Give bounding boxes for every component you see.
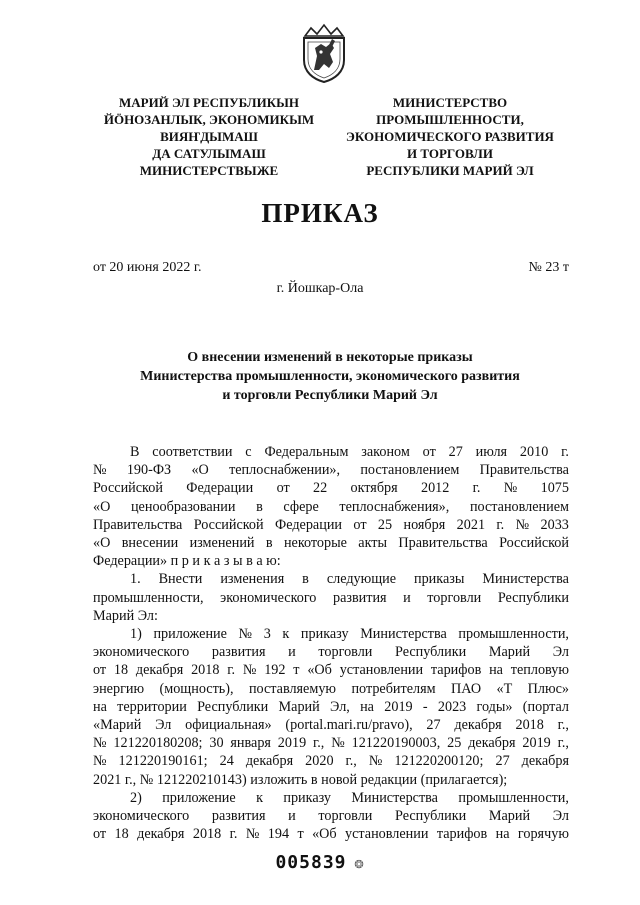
body-line: Российской Федерации от 22 октября 2012 г. № 1075 — [93, 480, 569, 497]
body-line: 1. Внести изменения в следующие приказы Министерства — [130, 571, 569, 588]
body-line: промышленности, экономического развития и торговли Республики — [93, 589, 569, 606]
body-line: экономического развития и торговли Республики Марий Эл — [93, 808, 569, 825]
body-line: № 121220180208; 30 января 2019 г., № 121220190003, 25 декабря 2019 г., — [93, 735, 569, 752]
sun-mark-icon: ❂ — [354, 854, 365, 872]
document-number: № 23 т — [528, 260, 569, 275]
serial-number-text: 005839 — [275, 852, 347, 873]
ministry-ru-line: И ТОРГОВЛИ — [407, 146, 493, 161]
body-line: 2021 г., № 121220210143) изложить в новой редакции (прилагается); — [93, 771, 508, 788]
coat-of-arms-icon — [297, 22, 351, 84]
body-line: 2) приложение к приказу Министерства промышленности, — [130, 789, 569, 806]
body-line: экономического развития и торговли Республики Марий Эл — [93, 644, 569, 661]
body-line: № 121220190161; 24 декабря 2020 г., № 121220200120; 27 декабря — [93, 753, 569, 770]
ministry-mari-line: МИНИСТЕРСТВЫЖЕ — [139, 163, 279, 178]
ministry-mari-line: ДА САТУЛЫМАШ — [152, 146, 266, 161]
body-line: от 18 декабря 2018 г. № 192 т «Об установлении тарифов на тепловую — [93, 662, 569, 679]
document-date: от 20 июня 2022 г. — [93, 260, 202, 275]
body-line: «О внесении изменений в некоторые акты Правительства Российской — [93, 535, 569, 552]
ministry-name-mari — [96, 94, 322, 179]
document-city: г. Йошкар-Ола — [276, 281, 364, 296]
body-line: Марий Эл: — [93, 607, 158, 624]
body-line: Правительства Российской Федерации от 25 ноября 2021 г. № 2033 — [93, 516, 569, 533]
body-line: 1) приложение № 3 к приказу Министерства промышленности, — [130, 626, 569, 643]
body-line: Федерации» п р и к а з ы в а ю: — [93, 553, 281, 570]
body-line: энергию (мощность), поставляемую потребителям ПАО «Т Плюс» — [93, 680, 569, 697]
ministry-ru-line: МИНИСТЕРСТВО — [392, 95, 508, 110]
document-title: ПРИКАЗ — [261, 198, 379, 228]
ministry-name-russian — [338, 94, 562, 179]
body-line: В соответствии с Федеральным законом от 27 июля 2010 г. — [130, 444, 569, 460]
ministry-mari-line: ВИЯҤДЫМАШ — [160, 129, 258, 144]
subject-line: О внесении изменений в некоторые приказы — [187, 350, 473, 365]
ministry-mari-line: ЙÖНОЗАНЛЫК, ЭКОНОМИКЫМ — [103, 112, 315, 127]
ministry-ru-line: ПРОМЫШЛЕННОСТИ, — [376, 112, 524, 127]
ministry-mari-line: МАРИЙ ЭЛ РЕСПУБЛИКЫН — [118, 95, 300, 110]
document-body — [93, 443, 569, 843]
body-line: на территории Республики Марий Эл, на 2019 - 2023 годы» (портал — [93, 698, 569, 715]
ministry-ru-line: ЭКОНОМИЧЕСКОГО РАЗВИТИЯ — [346, 129, 554, 144]
ministry-ru-line: РЕСПУБЛИКИ МАРИЙ ЭЛ — [366, 163, 534, 178]
body-line: «Марий Эл официальная» (portal.mari.ru/pravo), 27 декабря 2018 г., — [93, 717, 569, 734]
subject-line: и торговли Республики Марий Эл — [222, 388, 438, 403]
document-subject — [90, 348, 570, 405]
serial-number — [0, 852, 640, 873]
body-line: № 190-ФЗ «О теплоснабжении», постановлением Правительства — [93, 462, 569, 479]
body-line: «О ценообразовании в сфере теплоснабжения», постановлением — [93, 498, 569, 515]
subject-line: Министерства промышленности, экономического развития — [140, 369, 520, 384]
body-line: от 18 декабря 2018 г. № 194 т «Об установлении тарифов на горячую — [93, 826, 569, 843]
